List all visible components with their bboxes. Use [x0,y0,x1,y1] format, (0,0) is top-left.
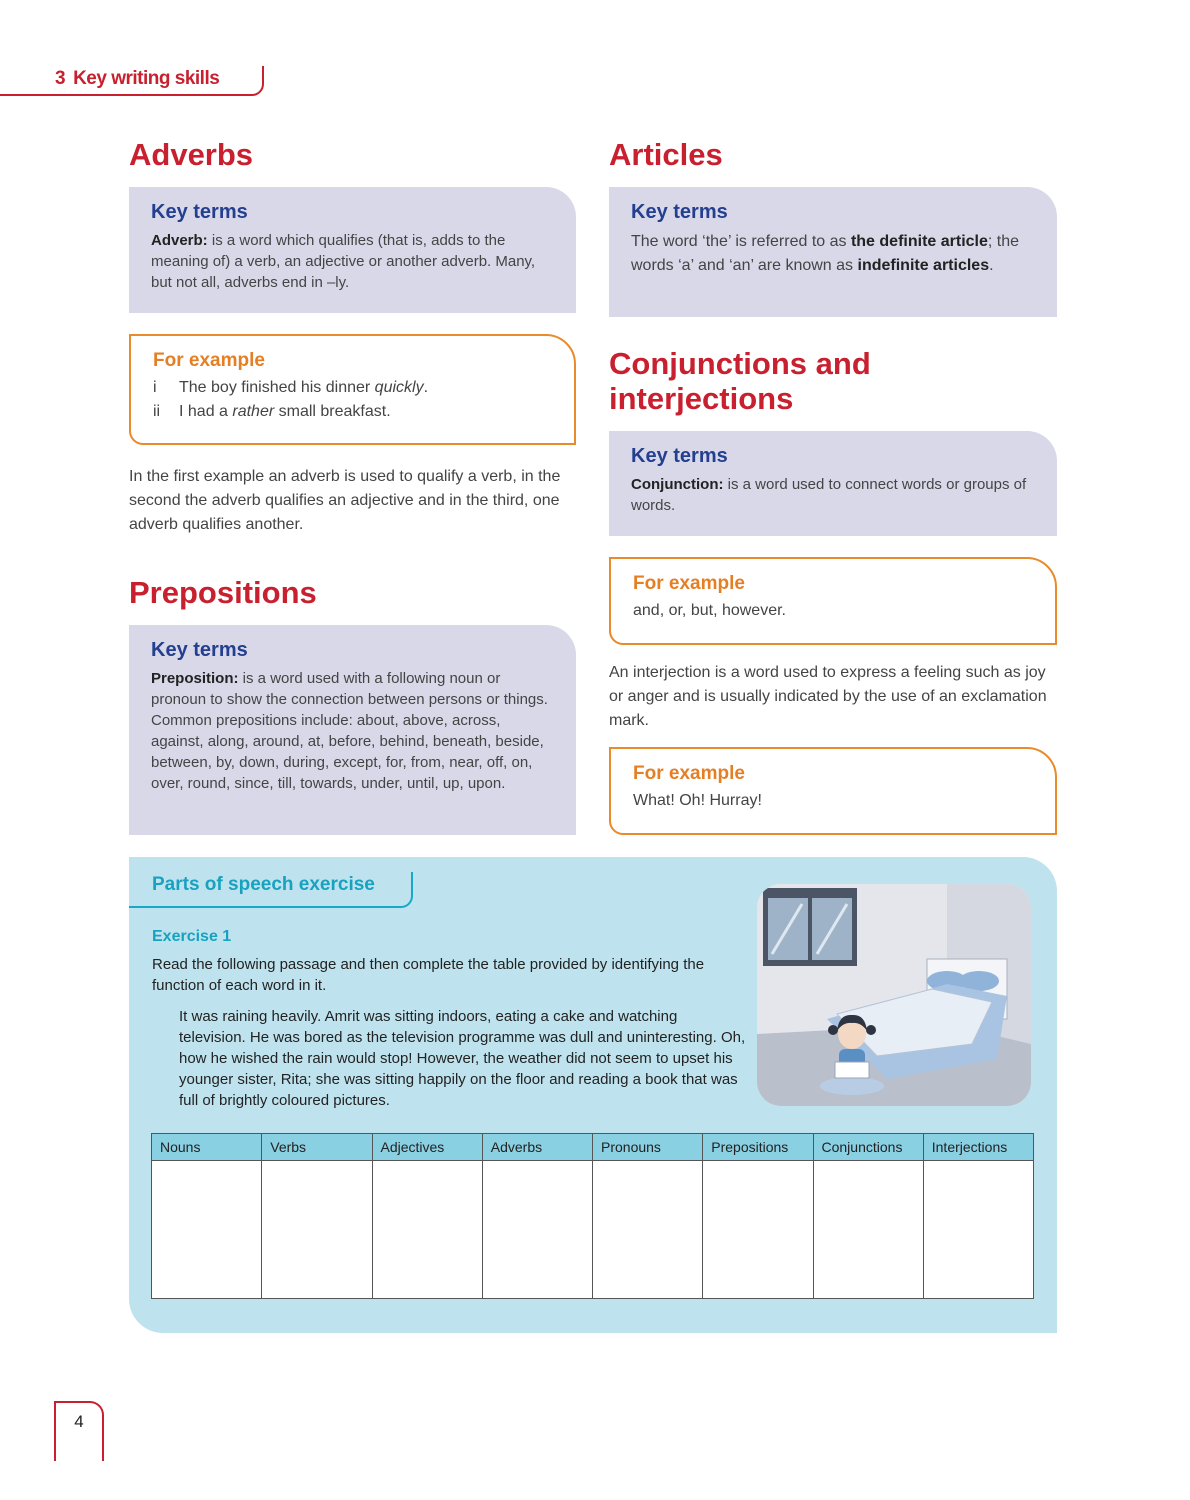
conjunctions-key-terms-box [609,431,1057,536]
answer-cell-nouns[interactable] [152,1161,262,1299]
column-header-interjections: Interjections [923,1134,1033,1161]
column-header-verbs: Verbs [262,1134,372,1161]
conjunctions-heading: Conjunctions and interjections [609,346,871,416]
answer-cell-adjectives[interactable] [372,1161,482,1299]
key-terms-title: Key terms [151,201,248,223]
articles-heading: Articles [609,137,723,172]
parts-of-speech-table [151,1133,1034,1299]
column-header-prepositions: Prepositions [703,1134,813,1161]
key-term-definition: is a word used with a following noun or pronoun to show the connection between persons or things. Common prepositions include: about, above, across, against, along, around, at, before, behind, beneath, beside, between, by, down, during, except, for, from, near, off, on, over, round, since, till, towards, under, until, up, upon. [151,670,548,792]
conjunctions-example-box [609,557,1057,645]
chapter-title: Key writing skills [73,68,220,89]
key-terms-body [151,668,554,794]
example-text: The boy finished his dinner [179,379,375,396]
table-row [152,1161,1034,1299]
example-number: i [153,379,157,396]
answer-cell-adverbs[interactable] [482,1161,592,1299]
column-header-adverbs: Adverbs [482,1134,592,1161]
articles-key-terms-box [609,187,1057,317]
key-term: Adverb: [151,232,208,249]
example-title: For example [633,763,745,784]
answer-cell-verbs[interactable] [262,1161,372,1299]
key-terms-body [631,474,1035,516]
example-number: ii [153,403,161,420]
key-terms-body [631,230,1035,278]
key-terms-title: Key terms [631,445,728,467]
key-term: Preposition: [151,670,239,687]
adverbs-paragraph: In the first example an adverb is used to qualify a verb, in the second the adverb qualifies an adjective and in the third, one adverb qualifies another. [129,468,561,533]
column-header-conjunctions: Conjunctions [813,1134,923,1161]
page-number: 4 [74,1412,84,1431]
key-term: the definite article [850,233,988,250]
answer-cell-interjections[interactable] [923,1161,1033,1299]
example-text: small breakfast. [274,403,391,420]
example-text: I had a [179,403,233,420]
key-terms-text: The word ‘the’ is referred to as [631,233,851,250]
answer-cell-conjunctions[interactable] [813,1161,923,1299]
key-terms-text: . [989,257,994,274]
key-term-definition: is a word used to connect words or groups of words. [631,476,1027,514]
table-header-row [152,1134,1034,1161]
chapter-header [55,68,219,90]
example-text: What! Oh! Hurray! [633,792,762,809]
example-emphasis: rather [232,403,275,420]
interjections-example-box [609,747,1057,835]
key-term: Conjunction: [631,476,724,493]
exercise-tab-label: Parts of speech exercise [152,874,375,895]
column-header-pronouns: Pronouns [593,1134,703,1161]
key-terms-text: ; the words ‘a’ and ‘an’ are known as [631,233,1020,274]
adverbs-key-terms-box [129,187,576,313]
column-header-nouns: Nouns [152,1134,262,1161]
interjections-paragraph: An interjection is a word used to express a feeling such as joy or anger and is usually indicated by the use of an exclamation mark. [609,664,1047,729]
answer-cell-prepositions[interactable] [703,1161,813,1299]
chapter-number: 3 [55,68,66,89]
key-terms-body [151,230,554,293]
prepositions-heading: Prepositions [129,575,317,610]
adverbs-heading: Adverbs [129,137,254,172]
bedroom-illustration [757,884,1031,1106]
example-title: For example [153,350,265,371]
example-emphasis: quickly [374,379,424,396]
example-text: . [423,379,429,396]
adverbs-example-box [129,334,576,445]
exercise-number: Exercise 1 [152,928,232,945]
example-item [153,400,552,424]
answer-cell-pronouns[interactable] [593,1161,703,1299]
prepositions-key-terms-box [129,625,576,835]
exercise-instruction: Read the following passage and then complete the table provided by identifying the function of each word in it. [152,956,705,994]
exercise-passage: It was raining heavily. Amrit was sitting indoors, eating a cake and watching television. He was bored as the television programme was dull and uninteresting. Oh, how he wished the rain would stop! However, the weather did not seem to upset his younger sister, Rita; she was sitting happily on the floor and reading a book that was full of brightly coloured pictures. [179,1008,746,1109]
example-item [153,376,552,400]
example-list [153,376,552,424]
key-terms-title: Key terms [631,201,728,223]
key-term-definition: is a word which qualifies (that is, adds to the meaning of) a verb, an adjective or another adverb. Many, but not all, adverbs end in –ly. [151,232,536,291]
column-header-adjectives: Adjectives [372,1134,482,1161]
key-terms-title: Key terms [151,639,248,661]
example-text: and, or, but, however. [633,602,786,619]
example-title: For example [633,573,745,594]
key-term: indefinite articles [857,257,990,274]
